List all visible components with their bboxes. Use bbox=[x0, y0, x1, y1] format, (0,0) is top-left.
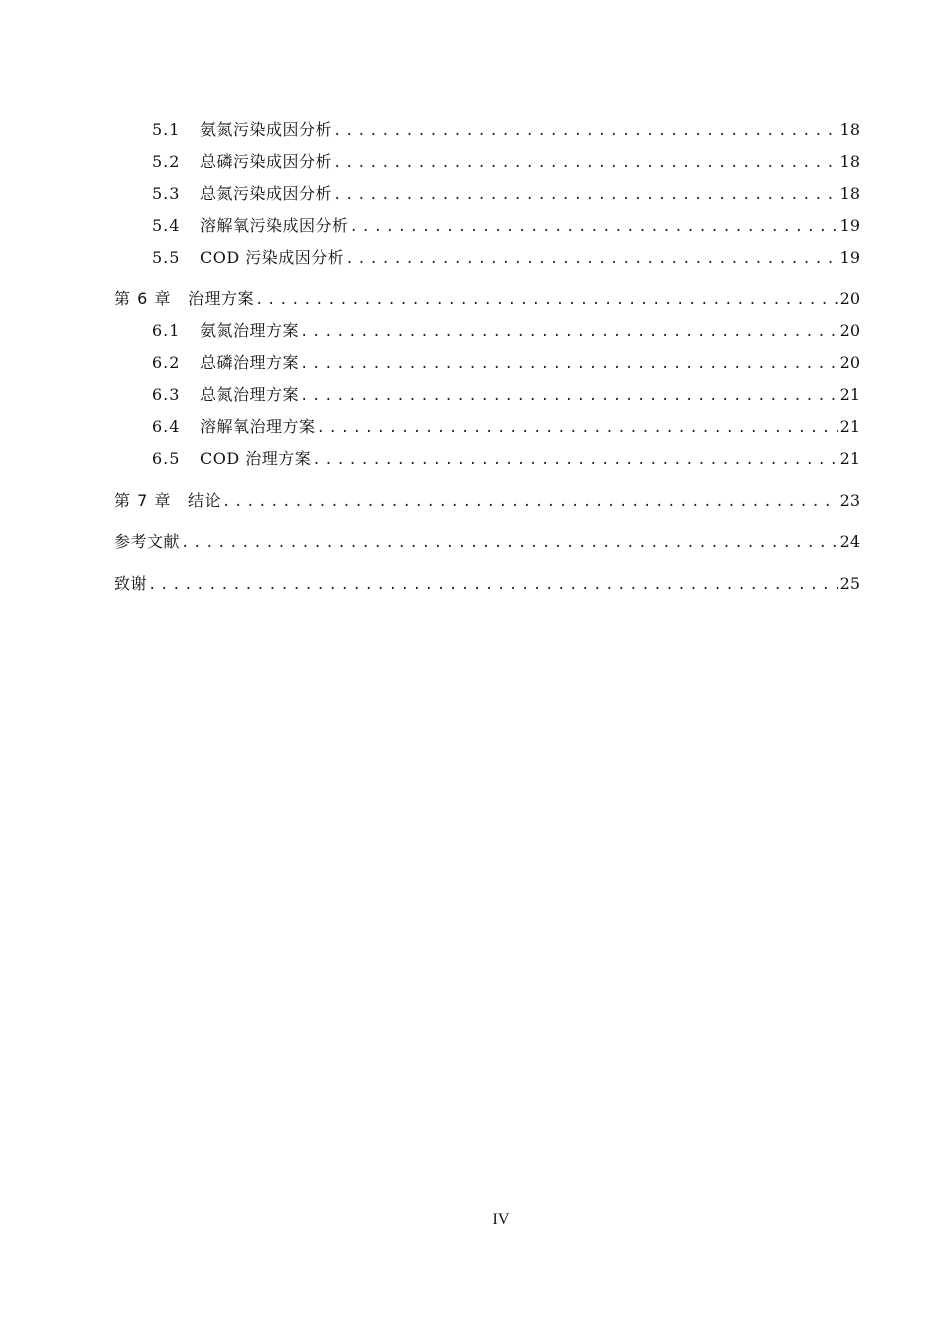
toc-title: 总氮治理方案 bbox=[200, 385, 300, 404]
toc-number: 6.2 bbox=[152, 353, 181, 372]
toc-entry-5-4[interactable] bbox=[152, 214, 860, 238]
toc-title: 治理方案 bbox=[188, 289, 255, 308]
toc-page-number: 21 bbox=[839, 385, 860, 404]
toc-number: 6.5 bbox=[152, 449, 181, 468]
toc-entry-chapter-6[interactable] bbox=[114, 287, 860, 311]
dot-leader bbox=[312, 448, 837, 471]
dot-leader bbox=[317, 416, 838, 439]
toc-title: 氨氮污染成因分析 bbox=[200, 120, 333, 139]
toc-entry-5-1[interactable] bbox=[152, 118, 860, 142]
dot-leader bbox=[333, 151, 838, 174]
dot-leader bbox=[350, 215, 838, 238]
toc-entry-6-1[interactable] bbox=[152, 319, 860, 343]
toc-title: 总磷污染成因分析 bbox=[200, 152, 333, 171]
toc-page-number: 21 bbox=[839, 449, 860, 468]
dot-leader bbox=[345, 247, 837, 270]
toc-number: 5.4 bbox=[152, 216, 181, 235]
dot-leader bbox=[333, 183, 838, 206]
toc-entry-references[interactable] bbox=[114, 530, 860, 554]
toc-entry-5-5[interactable] bbox=[152, 246, 860, 270]
toc-number: 5.3 bbox=[152, 184, 181, 203]
toc-page-number: 18 bbox=[839, 152, 860, 171]
toc-number: 5.2 bbox=[152, 152, 181, 171]
toc-title: 结论 bbox=[188, 491, 222, 510]
toc-title: 致谢 bbox=[114, 574, 148, 593]
toc-page-number: 25 bbox=[839, 574, 860, 593]
toc-title: 氨氮治理方案 bbox=[200, 321, 300, 340]
toc-entry-6-5[interactable] bbox=[152, 447, 860, 471]
toc-number: 6.1 bbox=[152, 321, 181, 340]
toc-entry-6-3[interactable] bbox=[152, 383, 860, 407]
toc-chapter-number: 第 7 章 bbox=[114, 491, 172, 510]
toc-number: 5.5 bbox=[152, 248, 181, 267]
toc-entry-6-2[interactable] bbox=[152, 351, 860, 375]
toc-page-number: 20 bbox=[839, 321, 860, 340]
toc-entry-5-2[interactable] bbox=[152, 150, 860, 174]
dot-leader bbox=[255, 288, 838, 311]
dot-leader bbox=[181, 531, 838, 554]
toc-entry-acknowledgements[interactable] bbox=[114, 572, 860, 596]
toc-title: COD 治理方案 bbox=[200, 449, 312, 468]
toc-title: 溶解氧污染成因分析 bbox=[200, 216, 349, 235]
toc-entry-5-3[interactable] bbox=[152, 182, 860, 206]
toc-page-number: 20 bbox=[839, 289, 860, 308]
dot-leader bbox=[148, 573, 838, 596]
toc-page-number: 19 bbox=[839, 248, 860, 267]
toc-page-number: 23 bbox=[839, 491, 860, 510]
toc-page-number: 24 bbox=[839, 532, 860, 551]
dot-leader bbox=[333, 119, 838, 142]
page-footer-number: IV bbox=[492, 1211, 510, 1228]
toc-page-number: 18 bbox=[839, 184, 860, 203]
toc-title: 溶解氧治理方案 bbox=[200, 417, 316, 436]
toc-page-number: 18 bbox=[839, 120, 860, 139]
dot-leader bbox=[222, 490, 838, 513]
toc-page-number: 21 bbox=[839, 417, 860, 436]
toc-page-number: 19 bbox=[839, 216, 860, 235]
toc-chapter-number: 第 6 章 bbox=[114, 289, 172, 308]
toc-page-number: 20 bbox=[839, 353, 860, 372]
toc-title: 总磷治理方案 bbox=[200, 353, 300, 372]
toc-title: COD 污染成因分析 bbox=[200, 248, 345, 267]
toc-title: 总氮污染成因分析 bbox=[200, 184, 333, 203]
dot-leader bbox=[300, 352, 838, 375]
toc-number: 5.1 bbox=[152, 120, 181, 139]
toc-number: 6.4 bbox=[152, 417, 181, 436]
toc-entry-6-4[interactable] bbox=[152, 415, 860, 439]
dot-leader bbox=[300, 320, 838, 343]
toc-entry-chapter-7[interactable] bbox=[114, 489, 860, 513]
toc-title: 参考文献 bbox=[114, 532, 181, 551]
dot-leader bbox=[300, 384, 838, 407]
toc-number: 6.3 bbox=[152, 385, 181, 404]
